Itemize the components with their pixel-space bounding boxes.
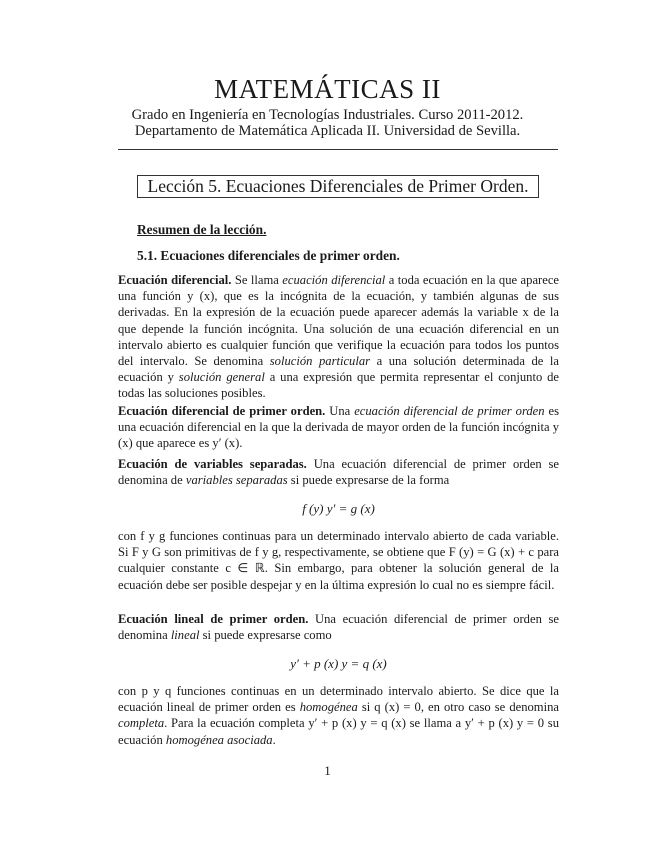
header-divider (118, 149, 558, 150)
lesson-title-box (137, 175, 539, 198)
emphasis: solución general (178, 370, 265, 385)
paragraph-separable (118, 456, 559, 488)
text-run: . (272, 732, 276, 747)
emphasis: homogénea asociada (165, 732, 273, 747)
text-run: Se llama (231, 273, 283, 287)
term-label: Ecuación diferencial de primer orden. (118, 404, 326, 418)
equation-separable: f (y) y′ = g (x) (302, 501, 375, 516)
text-run: a toda ecuación en la que aparece una función y (x), que es la incógnita de la ecuación, y también algunas de sus derivadas. En la expresión de la ecuación puede aparecer además la variable x de la que depende la función incógnita. Una solución de una ecuación diferencial en un intervalo abierto es cualquier función que verifique la ecuación para todos los puntos del intervalo. Se denomina (118, 273, 559, 369)
course-subtitle (0, 107, 655, 139)
emphasis: completa (118, 716, 165, 731)
emphasis: lineal (170, 628, 200, 643)
paragraph-linear (118, 611, 559, 643)
equation-linear: y′ + p (x) y = q (x) (290, 656, 387, 671)
text-run: a una expresión que permita representar el conjunto de todas las soluciones posibles. (118, 370, 560, 401)
text-run: a una solución determinada de la ecuación y (118, 354, 560, 385)
paragraph-linear-detail (118, 683, 559, 748)
section-heading: 5.1. Ecuaciones diferenciales de primer orden. (137, 248, 400, 263)
page-title: MATEMÁTICAS II (214, 74, 441, 104)
text-run: si puede expresarse de la forma (287, 473, 450, 488)
paragraph-differential-equation (118, 272, 559, 402)
term-label: Ecuación de variables separadas. (118, 457, 307, 471)
text-run: con f y g funciones continuas para un determinado intervalo abierto de cada variable. Si F y G son primitivas de f y g, respectivamente, se obtiene que F (y) = G (x) + c para cualquier constante c ∈ ℝ. Sin embargo, para obtener la solución general de la ecuación debe ser posible despejar y en la última expresión lo cual no es siempre fácil. (118, 529, 559, 592)
text-run: si puede expresarse como (199, 628, 332, 643)
emphasis: ecuación diferencial de primer orden (354, 404, 545, 418)
emphasis: variables separadas (185, 473, 288, 488)
emphasis: solución particular (269, 354, 371, 369)
text-run: con p y q funciones continuas en un determinado intervalo abierto. Se dice que la ecuación lineal de primer orden es (118, 684, 559, 715)
page-number: 1 (324, 763, 331, 778)
text-run: si q (x) = 0, en otro caso se denomina (357, 700, 559, 715)
department-line: Departamento de Matemática Aplicada II. Universidad de Sevilla. (134, 123, 521, 139)
paragraph-first-order (118, 403, 559, 452)
text-run: Una ecuación diferencial de primer orden se denomina de (118, 457, 559, 488)
text-run: Una (325, 404, 355, 418)
degree-line: Grado en Ingeniería en Tecnologías Industriales. Curso 2011-2012. (131, 107, 524, 123)
term-label: Ecuación diferencial. (118, 273, 232, 287)
text-run: . Para la ecuación completa y′ + p (x) y = q (x) se llama a y′ + p (x) y = 0 su ecuación (118, 716, 559, 747)
emphasis: homogénea (299, 700, 358, 715)
summary-heading: Resumen de la lección. (137, 222, 267, 237)
paragraph-separable-detail (118, 528, 559, 593)
lesson-title: Lección 5. Ecuaciones Diferenciales de Primer Orden. (147, 176, 529, 196)
text-run: Una ecuación diferencial de primer orden se denomina (118, 612, 559, 643)
text-run: es una ecuación diferencial en la que la derivada de mayor orden de la función incógnita y (x) que aparece es y′ (x). (118, 404, 559, 451)
emphasis: ecuación diferencial (282, 273, 386, 287)
term-label: Ecuación lineal de primer orden. (118, 612, 309, 626)
